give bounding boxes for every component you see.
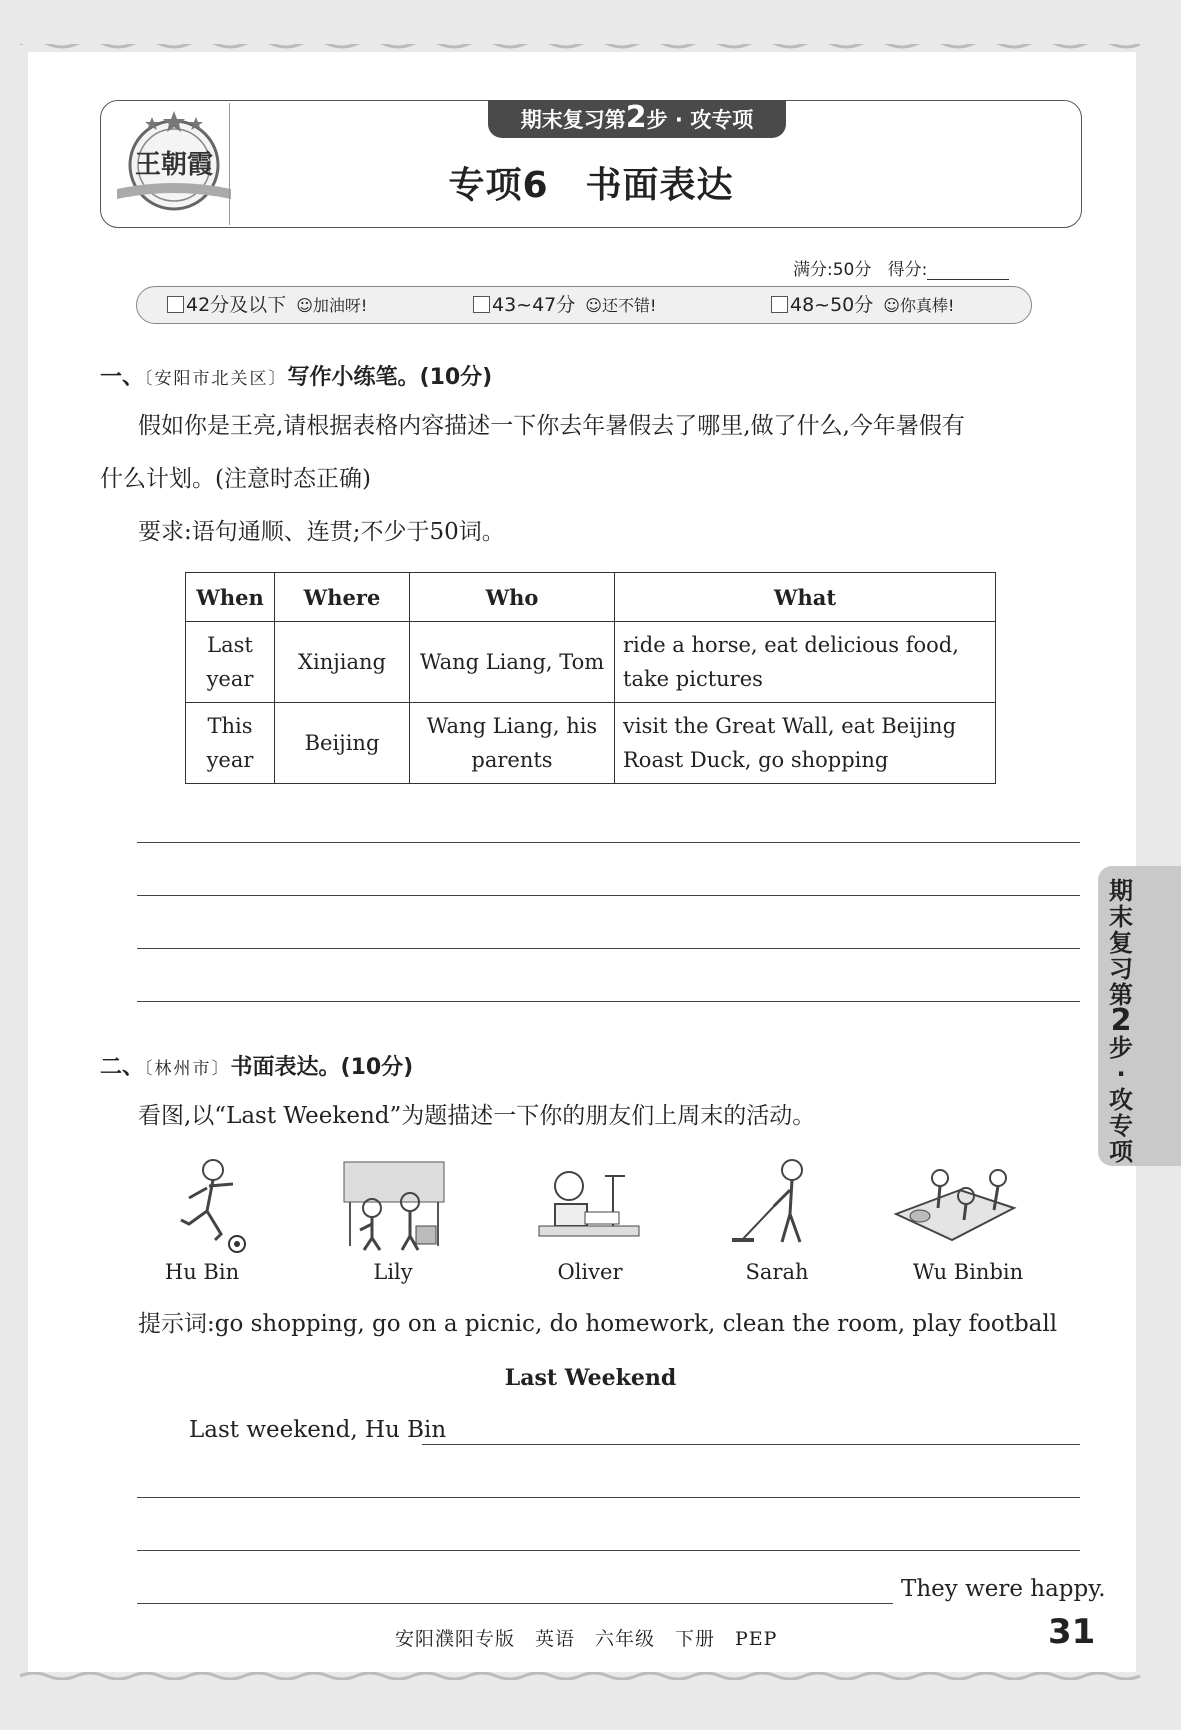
person-name: Sarah — [745, 1260, 809, 1284]
person-name: Lily — [373, 1260, 413, 1284]
lily-shopping-illustration — [330, 1156, 460, 1256]
section1-heading: 一、〔安阳市北关区〕写作小练笔。(10分) — [100, 365, 493, 390]
answer-line[interactable] — [137, 1603, 893, 1604]
cell-who: Wang Liang, his parents — [410, 703, 615, 784]
footer-edition: 安阳濮阳专版 英语 六年级 下册 PEP — [395, 1628, 778, 1650]
section2-heading: 二、〔林州市〕书面表达。(10分) — [100, 1055, 414, 1080]
hu-bin-football-illustration — [145, 1156, 275, 1256]
answer-line[interactable] — [137, 895, 1080, 896]
wu-binbin-picnic-illustration — [890, 1156, 1020, 1256]
essay-start: Last weekend, Hu Bin — [189, 1417, 447, 1443]
hint-words: 提示词:go shopping, go on a picnic, do homework, clean the room, play football — [138, 1311, 1058, 1337]
answer-line[interactable] — [137, 1550, 1080, 1551]
answer-line[interactable] — [137, 948, 1080, 949]
page-number: 31 — [1048, 1612, 1096, 1652]
cell-when: This year — [186, 703, 275, 784]
rating-high: 48~50分 ☺你真棒! — [771, 289, 1021, 321]
person-name: Wu Binbin — [912, 1260, 1024, 1284]
answer-line[interactable] — [137, 842, 1080, 843]
col-when: When — [186, 573, 275, 622]
section1-instruction: 假如你是王亮,请根据表格内容描述一下你去年暑假去了哪里,做了什么,今年暑假有 — [138, 413, 965, 439]
table-row — [186, 703, 996, 784]
rating-low: 42分及以下 ☺加油呀! — [167, 289, 429, 321]
score-blank[interactable] — [927, 263, 1009, 280]
section2-instruction: 看图,以“Last Weekend”为题描述一下你的朋友们上周末的活动。 — [138, 1103, 816, 1129]
col-what: What — [615, 573, 996, 622]
cell-where: Beijing — [275, 703, 410, 784]
cell-what: visit the Great Wall, eat Beijing Roast Duck, go shopping — [615, 703, 996, 784]
person-name: Oliver — [557, 1260, 623, 1284]
rating-checkbox[interactable] — [473, 296, 490, 313]
sarah-cleaning-illustration — [712, 1156, 842, 1256]
person-name: Hu Bin — [164, 1260, 240, 1284]
header-box — [100, 100, 1082, 228]
oliver-homework-illustration — [525, 1156, 655, 1256]
svg-text:王朝霞: 王朝霞 — [134, 150, 214, 180]
table-row — [186, 622, 996, 703]
score-area: 满分:50分 得分: — [793, 255, 1009, 280]
section1-instruction-cont: 什么计划。(注意时态正确) — [100, 466, 371, 492]
cell-who: Wang Liang, Tom — [410, 622, 615, 703]
rating-bar — [136, 286, 1032, 324]
col-who: Who — [410, 573, 615, 622]
answer-line[interactable] — [422, 1444, 1080, 1445]
section1-requirement: 要求:语句通顺、连贯;不少于50词。 — [138, 519, 505, 545]
essay-title: Last Weekend — [504, 1365, 677, 1391]
rating-mid: 43~47分 ☺还不错! — [473, 289, 735, 321]
table-header-row — [186, 573, 996, 622]
side-tab-label: 期末复习第2步·攻专项 — [1109, 877, 1133, 1166]
rating-checkbox[interactable] — [167, 296, 184, 313]
cell-when: Last year — [186, 622, 275, 703]
cell-where: Xinjiang — [275, 622, 410, 703]
info-table — [185, 572, 996, 784]
essay-end: They were happy. — [901, 1576, 1106, 1602]
col-where: Where — [275, 573, 410, 622]
step-banner: 期末复习第2步 · 攻专项 — [488, 100, 786, 138]
page-title: 专项6 书面表达 — [448, 165, 734, 206]
rating-checkbox[interactable] — [771, 296, 788, 313]
answer-line[interactable] — [137, 1001, 1080, 1002]
cell-what: ride a horse, eat delicious food, take pictures — [615, 622, 996, 703]
answer-line[interactable] — [137, 1497, 1080, 1498]
